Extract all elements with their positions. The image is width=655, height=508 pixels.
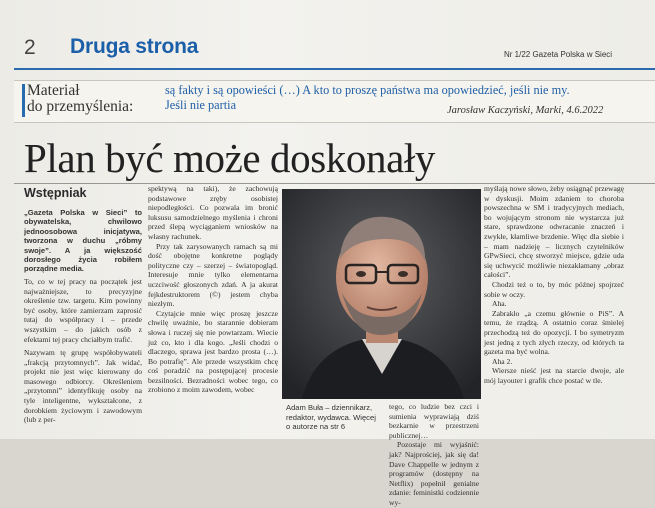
- caption-text: – dziennikarz, redaktor, wydawca. Więcej o autorze na str 6: [286, 403, 376, 431]
- paragraph: Przy tak zarysowanych ramach są mi dość obojętne konkretne poglądy polityczne czy – szerzej – światopogląd. Interesuje mnie tylko elementarna uczciwość głoszonych zdań. A ja akurat fejkdestruktorem (©) jestem chyba niezłym.: [148, 241, 278, 309]
- column-3-tail: [389, 402, 479, 508]
- paragraph: spektywą na taki), że zachowują podstawowe zręby osobistej niepodległości. Co pozwala im bronić luksusu samodzielnego myślenia i chroni przed ślepą wyciąganiem wniosków na własny rachunek.: [148, 184, 278, 241]
- paragraph: Aha 2.: [492, 356, 513, 366]
- quote-line2: Jeśli nie partia: [165, 97, 237, 112]
- quote-label-line2: do przemyślenia:: [27, 98, 134, 115]
- page-number: 2: [24, 36, 36, 59]
- column-1-paragraph-1: [24, 277, 142, 344]
- author-photo: [282, 189, 481, 399]
- article-lead: „Gazeta Polska w Sieci” to obywatelska, chwilowo jednoosobowa inicjatywa, tworzona w duchu „róbmy swoje”. A ja większość dorosłego życia robiłem porządne media.: [24, 208, 142, 274]
- column-2: [148, 184, 278, 395]
- paragraph: To, co w tej pracy na początek jest najważniejsze, to precyzyjne określenie tzw. targetu. Kim powinny być osoby, które zamierzam zaprosić tutaj do współpracy i – przede wszystkim – do jakich osób z efektami tej pracy chciałbym trafić.: [24, 277, 142, 344]
- issue-info: Nr 1/22 Gazeta Polska w Sieci: [504, 50, 613, 59]
- paragraph: Wiersze nieść jest na starcie dwoje, ale mój layouter i grafik chce postać w tle.: [484, 366, 624, 385]
- caption-name: Adam Buła: [286, 403, 324, 412]
- paragraph: Chodzi też o to, by móc późnej spojrzeć sobie w oczy.: [484, 279, 624, 299]
- column-4: [484, 184, 624, 385]
- article-headline: Plan być może doskonały: [24, 135, 435, 181]
- paragraph: Zabrakło „a czemu głównie o PiS”. A temu, że rządzą. A ostatnio coraz śmielej przechodzą też do opozycji. I bo symetryzm jest jedną z tych złych rzeczy, od których ta gazeta ma być wolna.: [484, 308, 624, 357]
- paragraph: tego, co ludzie bez czci i sumienia wyprawiają dziś bezkarnie w przestrzeni publicznej…: [389, 402, 479, 440]
- quote-label: [27, 83, 133, 115]
- paragraph: Czytajcie mnie więc proszę jeszcze chwilę uważnie, bo starannie dobieram słowa i ruczej się nie powtarzam. Wiecie już co, kto i dla kogo. „Jeśli chodzi o dlaczego, sprawa jest bardzo prosta (…). Bo potrafię”. Ale przede wszystkim chcę coś poradzić na postępującej procesie bezsilności. Bezradności wobec tego, co zrobiono z moim zawodem, wobec: [148, 308, 278, 395]
- photo-caption: [286, 403, 380, 432]
- paragraph: myślają nowe słowo, żeby osiągnąć przewagę w dyskusji. Moim zdaniem to choroba powszechna w SM i tradycyjnych mediach, bo wojującym stronom nie wystarcza już stare, sprawdzone odwracanie znaczeń i zwykłe, kłamliwe brzdenie. Więc dla siebie i – mam nadzieję – licznych czytelników GPwSieci, chcę stworzyć miejsce, gdzie uda się uchwycić możliwie niezakłamany „obraz całości”.: [484, 184, 624, 280]
- section-title: Druga strona: [70, 35, 199, 58]
- quote-line1: są fakty i są opowieści (…) A kto to proszę państwa ma opowiedzieć, jeśli nie my.: [165, 83, 570, 97]
- quote-author: Jarosław Kaczyński, Marki, 4.6.2022: [447, 105, 604, 116]
- author-portrait-image: [282, 189, 481, 399]
- quote-label-line1: Materiał: [27, 82, 80, 99]
- column-1-paragraph-2: [24, 348, 142, 425]
- header-rule: [14, 68, 655, 70]
- paragraph: Nazywam tę grupę współobywateli „frakcją przytomnych”. Jak widać, projekt nie jest więc kierowany do masowego odbiorcy. Określeniem „przytomni” identyfikuję osoby na tyle inteligentne, wykształcone, z dorobkiem życiowym i zawodowym (lub z per-: [24, 348, 142, 425]
- paragraph: Aha.: [492, 299, 507, 309]
- article-kicker: Wstępniak: [24, 186, 87, 200]
- paragraph: Pozostaje mi wyjaśnić: jak? Najprościej, jak się da! Dave Chappelle w jednym z programów (dostępny na Netflix) popełnił genialne zdanie: feministki codziennie wy-: [389, 440, 479, 507]
